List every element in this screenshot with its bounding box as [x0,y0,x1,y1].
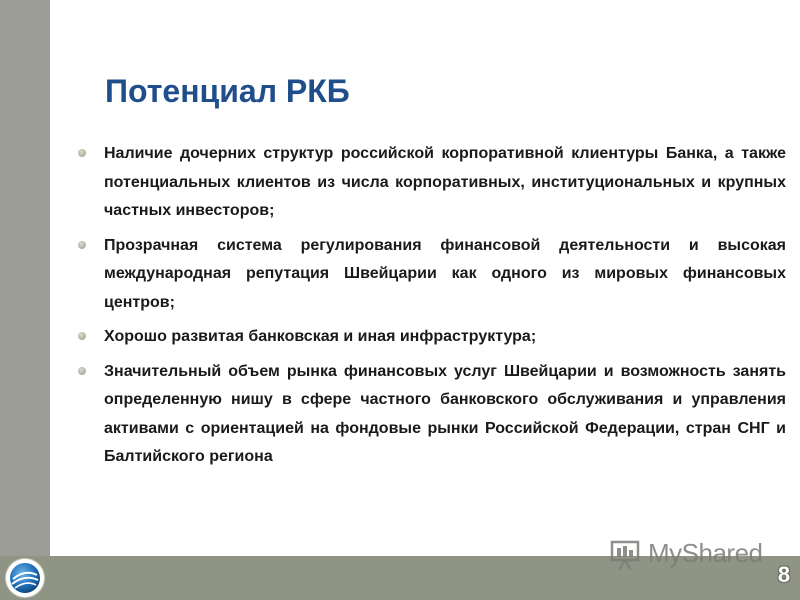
presentation-board-icon [608,536,644,572]
bullet-text: Наличие дочерних структур российской корпоративной клиентуры Банка, а также потенциальных клиентов из числа корпоративных, институциональных и крупных частных инвесторов; [104,145,786,219]
bullet-text: Прозрачная система регулирования финансовой деятельности и высокая международная репутация Швейцарии как одного из мировых финансовых центров; [104,236,786,311]
page-number: 8 [777,562,791,587]
bullet-dot-icon [78,332,86,340]
bullet-text: Хорошо развитая банковская и иная инфраструктура; [104,328,537,345]
slide-title: Потенциал РКБ [105,73,350,109]
bullet-item [70,232,786,318]
bullet-item [70,140,786,226]
watermark [608,536,768,572]
bullet-list [70,140,786,478]
bullet-dot-icon [78,241,86,249]
bullet-dot-icon [78,149,86,157]
left-sidebar-band [0,0,50,556]
bullet-dot-icon [78,367,86,375]
globe-logo-icon [6,559,44,597]
bullet-text: Значительный объем рынка финансовых услуг Швейцарии и возможность занять определенную нишу в сфере частного банковского обслуживания и управления активами с ориентацией на фондовые рынки Российской Федерации, стран СНГ и Балтийского региона [104,362,786,465]
bullet-item [70,323,786,352]
watermark-text: MyShared [648,538,763,568]
bullet-item [70,358,786,472]
